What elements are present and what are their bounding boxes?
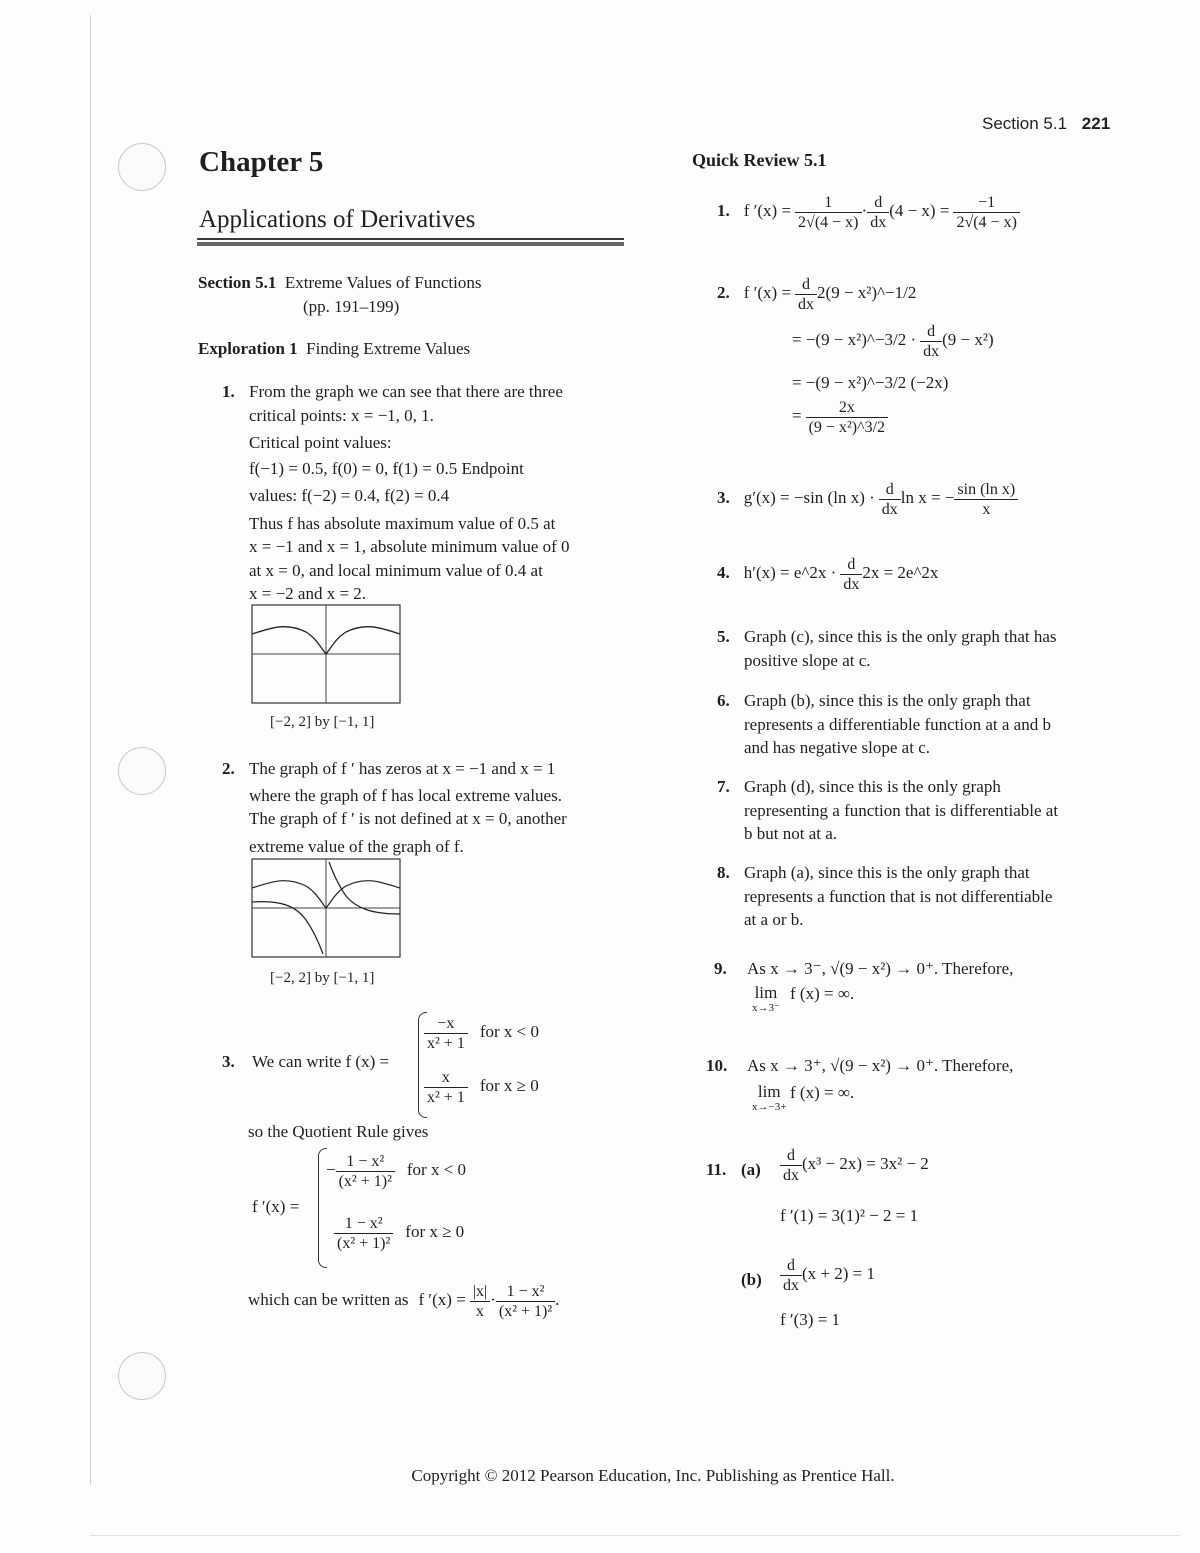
binder-hole-middle xyxy=(118,747,166,795)
qr2-l2d: dx xyxy=(920,341,942,361)
qr3-d1: dx xyxy=(879,499,901,519)
ex3-deriv-case2 xyxy=(334,1214,464,1253)
qr11-b xyxy=(780,1256,875,1295)
chapter-subtitle: Applications of Derivatives xyxy=(199,206,476,233)
qr9-number: 9. xyxy=(714,959,727,978)
ex1-line: at x = 0, and local minimum value of 0.4 at xyxy=(249,560,543,580)
qr7-number: 7. xyxy=(717,777,730,796)
qr9-limit xyxy=(752,984,780,1014)
qr1-d3: 2√(4 − x) xyxy=(953,212,1019,232)
qr9-l2: f (x) = ∞. xyxy=(790,984,855,1003)
ex3-case1-num: −x xyxy=(437,1015,455,1032)
ex1-caption: [−2, 2] by [−1, 1] xyxy=(270,714,375,730)
ex3-number: 3. xyxy=(222,1052,235,1071)
title-rule-thick xyxy=(197,242,624,246)
qr1-lhs: f ′(x) = xyxy=(743,201,792,221)
ex3-final-d1: x xyxy=(470,1301,490,1321)
qr8-line: at a or b. xyxy=(744,910,804,929)
ex3-d1-cond: for x < 0 xyxy=(406,1160,467,1180)
qr4-n1: d xyxy=(847,556,856,573)
ex2-graph xyxy=(251,858,401,958)
ex1-line: values: f(−2) = 0.4, f(2) = 0.4 xyxy=(249,486,450,505)
exploration-heading xyxy=(198,337,470,361)
qr4-number: 4. xyxy=(717,563,730,583)
qr4-d1: dx xyxy=(840,574,862,594)
section-heading xyxy=(198,271,481,295)
qr9-l1: As x → 3⁻, √(9 − x²) → 0⁺. Therefore, xyxy=(747,959,1014,978)
qr11-b-val: f ′(3) = 1 xyxy=(780,1310,841,1329)
section-title: Extreme Values of Functions xyxy=(284,273,482,292)
ex2-text xyxy=(249,757,629,858)
ex2-line: The graph of f ′ is not defined at x = 0, another xyxy=(249,809,567,828)
qr11-b-eq: (x + 2) = 1 xyxy=(802,1264,875,1284)
qr1-n2: d xyxy=(874,194,883,211)
qr11-a-eq: (x³ − 2x) = 3x² − 2 xyxy=(802,1154,929,1174)
ex3-d1-den: (x² + 1)² xyxy=(336,1171,395,1191)
qr10-number: 10. xyxy=(706,1056,728,1075)
ex2-line: extreme value of the graph of f. xyxy=(249,836,464,856)
qr2-l4d: (9 − x²)^3/2 xyxy=(806,417,888,437)
qr7-line: representing a function that is differentiable at xyxy=(744,800,1059,820)
qr10-lim: lim xyxy=(757,1082,781,1101)
page-edge-line xyxy=(90,15,91,1485)
qr11-a-label: (a) xyxy=(741,1160,761,1179)
ex1-text xyxy=(249,380,629,606)
qr3-n2: sin (ln x) xyxy=(957,481,1016,498)
ex1-line: From the graph we can see that there are three xyxy=(249,382,563,401)
qr3-d2: x xyxy=(954,499,1018,519)
qr6-line: represents a differentiable function at a and b xyxy=(744,714,1051,734)
qr6-line: Graph (b), since this is the only graph that xyxy=(744,691,1031,710)
qr9-lim: lim xyxy=(754,983,778,1002)
ex1-graph xyxy=(251,604,401,704)
ex3-case2-num: x xyxy=(441,1069,450,1086)
ex2-line: where the graph of f has local extreme values. xyxy=(249,785,562,805)
qr1-n1: 1 xyxy=(824,194,833,211)
qr2-l1n: d xyxy=(802,276,811,293)
ex3-case2-cond: for x ≥ 0 xyxy=(479,1076,539,1096)
qr11-b-d: dx xyxy=(780,1275,802,1295)
ex2-caption: [−2, 2] by [−1, 1] xyxy=(270,970,375,986)
ex3-d2-den: (x² + 1)² xyxy=(334,1233,393,1253)
qr3-number: 3. xyxy=(717,488,730,508)
qr2-line1 xyxy=(717,275,916,314)
qr2-l1: f ′(x) = xyxy=(743,283,792,303)
section-pages: (pp. 191–199) xyxy=(303,297,400,316)
ex3-case2 xyxy=(424,1068,539,1107)
qr4-lhs: h′(x) = e^2x · xyxy=(743,563,837,583)
ex1-line: Thus f has absolute maximum value of 0.5 at xyxy=(249,513,556,533)
qr8-text xyxy=(744,861,1124,932)
ex3-case1-den: x² + 1 xyxy=(424,1033,468,1053)
qr6-text xyxy=(744,689,1124,760)
ex1-line: x = −1 and x = 1, absolute minimum value of 0 xyxy=(249,537,570,556)
qr2-l1r: 2(9 − x²)^−1/2 xyxy=(817,283,917,303)
qr8-line: represents a function that is not differentiable xyxy=(744,886,1053,906)
ex3-fprime: f ′(x) = xyxy=(252,1197,300,1216)
ex3-case1-cond: for x < 0 xyxy=(479,1022,539,1042)
qr6-number: 6. xyxy=(717,691,730,710)
qr10-l1: As x → 3⁺, √(9 − x²) → 0⁺. Therefore, xyxy=(747,1056,1014,1075)
quick-review-title: Quick Review 5.1 xyxy=(692,150,827,170)
qr7-line: Graph (d), since this is the only graph xyxy=(744,777,1001,796)
ex3-d1-num: 1 − x² xyxy=(346,1153,385,1170)
qr2-l4n: 2x xyxy=(838,399,855,416)
qr2-l2: = −(9 − x²)^−3/2 · xyxy=(792,330,917,350)
qr2-line2 xyxy=(792,322,994,361)
title-rule-thin xyxy=(197,238,624,240)
qr10-limit xyxy=(752,1083,786,1113)
qr1-n3: −1 xyxy=(978,194,996,211)
ex3-case2-den: x² + 1 xyxy=(424,1087,468,1107)
qr11-a-d: dx xyxy=(780,1165,802,1185)
binder-hole-bottom xyxy=(118,1352,166,1400)
qr2-line4 xyxy=(792,398,888,437)
qr1-d2: dx xyxy=(867,212,889,232)
ex3-so: so the Quotient Rule gives xyxy=(248,1122,429,1141)
qr1: 1. f ′(x) = $\frac{1}{2√(4 - x)}$ · $\frac{d}{dx}$ (4 − x) = $\frac{-1}{2√(4 - x)}$ xyxy=(717,193,1020,232)
binder-hole-top xyxy=(118,143,166,191)
copyright-footer: Copyright © 2012 Pearson Education, Inc. Publishing as Prentice Hall. xyxy=(411,1466,895,1485)
chapter-title: Chapter 5 xyxy=(199,146,324,178)
qr2-number: 2. xyxy=(717,283,730,303)
ex3-which: which can be written as xyxy=(248,1290,409,1310)
qr11-a-n: d xyxy=(787,1147,795,1164)
qr3 xyxy=(717,480,1018,519)
qr8-line: Graph (a), since this is the only graph that xyxy=(744,863,1030,882)
qr3-mid: ln x = − xyxy=(900,488,955,508)
ex3-deriv-case1: − $\frac{\text{1 − x²}}{\text{(x² + 1)²}}$ for x < 0 xyxy=(326,1153,467,1190)
qr2-l2r: (9 − x²) xyxy=(942,330,994,350)
qr4-rhs: 2x = 2e^2x xyxy=(862,563,939,583)
ex2-line: The graph of f ′ has zeros at x = −1 and x = 1 xyxy=(249,759,556,778)
ex1-line: Critical point values: xyxy=(249,433,392,452)
bottom-scan-line xyxy=(90,1535,1180,1536)
qr5-text xyxy=(744,625,1124,672)
ex1-line: x = −2 and x = 2. xyxy=(249,584,367,603)
qr11-b-label: (b) xyxy=(741,1270,762,1289)
qr11-number: 11. xyxy=(706,1160,727,1179)
qr3-n1: d xyxy=(885,481,894,498)
qr10-limsub: x→−3+ xyxy=(752,1101,787,1113)
qr7-line: b but not at a. xyxy=(744,824,838,843)
qr2-l2n: d xyxy=(927,323,936,340)
ex3-final-d2: (x² + 1)² xyxy=(496,1301,555,1321)
qr1-number: 1. xyxy=(717,201,730,221)
qr5-number: 5. xyxy=(717,627,730,646)
ex3-final-lhs: f ′(x) = xyxy=(418,1290,466,1310)
section-label: Section 5.1 xyxy=(198,273,277,292)
qr2-l3: = −(9 − x²)^−3/2 (−2x) xyxy=(792,373,949,392)
qr4 xyxy=(717,555,938,594)
qr6-line: and has negative slope at c. xyxy=(744,738,930,757)
qr10-l2: f (x) = ∞. xyxy=(790,1083,855,1102)
header-section: Section 5.1 xyxy=(982,114,1068,133)
qr5-line: Graph (c), since this is the only graph that has xyxy=(744,627,1057,646)
exploration-title: Finding Extreme Values xyxy=(306,339,471,358)
qr2-l4: = xyxy=(792,406,802,426)
exploration-label: Exploration 1 xyxy=(198,339,298,358)
ex3-d2-cond: for x ≥ 0 xyxy=(405,1222,465,1242)
qr1-mid: (4 − x) = xyxy=(889,201,950,221)
ex2-number: 2. xyxy=(222,759,235,778)
ex3-case1 xyxy=(424,1014,539,1053)
qr3-lhs: g′(x) = −sin (ln x) · xyxy=(743,488,875,508)
qr7-text xyxy=(744,775,1124,846)
qr11-a xyxy=(780,1146,929,1185)
qr5-line: positive slope at c. xyxy=(744,650,871,670)
qr8-number: 8. xyxy=(717,863,730,882)
qr11-a-val: f ′(1) = 3(1)² − 2 = 1 xyxy=(780,1206,919,1225)
ex3-d2-num: 1 − x² xyxy=(344,1215,383,1232)
ex3-final-n2: 1 − x² xyxy=(506,1283,545,1300)
ex3-final: which can be written as f ′(x) = $\frac{|x|}{x}$ · $\frac{\text{1 − x²}}{\text{(x² + 1)²}}$ . xyxy=(248,1283,560,1320)
running-header xyxy=(982,114,1110,134)
ex1-line: critical points: x = −1, 0, 1. xyxy=(249,405,434,425)
ex1-line: f(−1) = 0.5, f(0) = 0, f(1) = 0.5 Endpoint xyxy=(249,458,524,478)
qr9-limsub: x→3⁻ xyxy=(752,1002,780,1014)
qr11-b-n: d xyxy=(787,1257,795,1274)
qr2-l1d: dx xyxy=(795,294,817,314)
qr1-d1: 2√(4 − x) xyxy=(795,212,861,232)
ex3-intro: We can write f (x) = xyxy=(252,1052,390,1071)
page-number: 221 xyxy=(1081,114,1111,133)
ex3-final-n1: |x| xyxy=(472,1283,488,1300)
ex1-number: 1. xyxy=(222,382,235,401)
